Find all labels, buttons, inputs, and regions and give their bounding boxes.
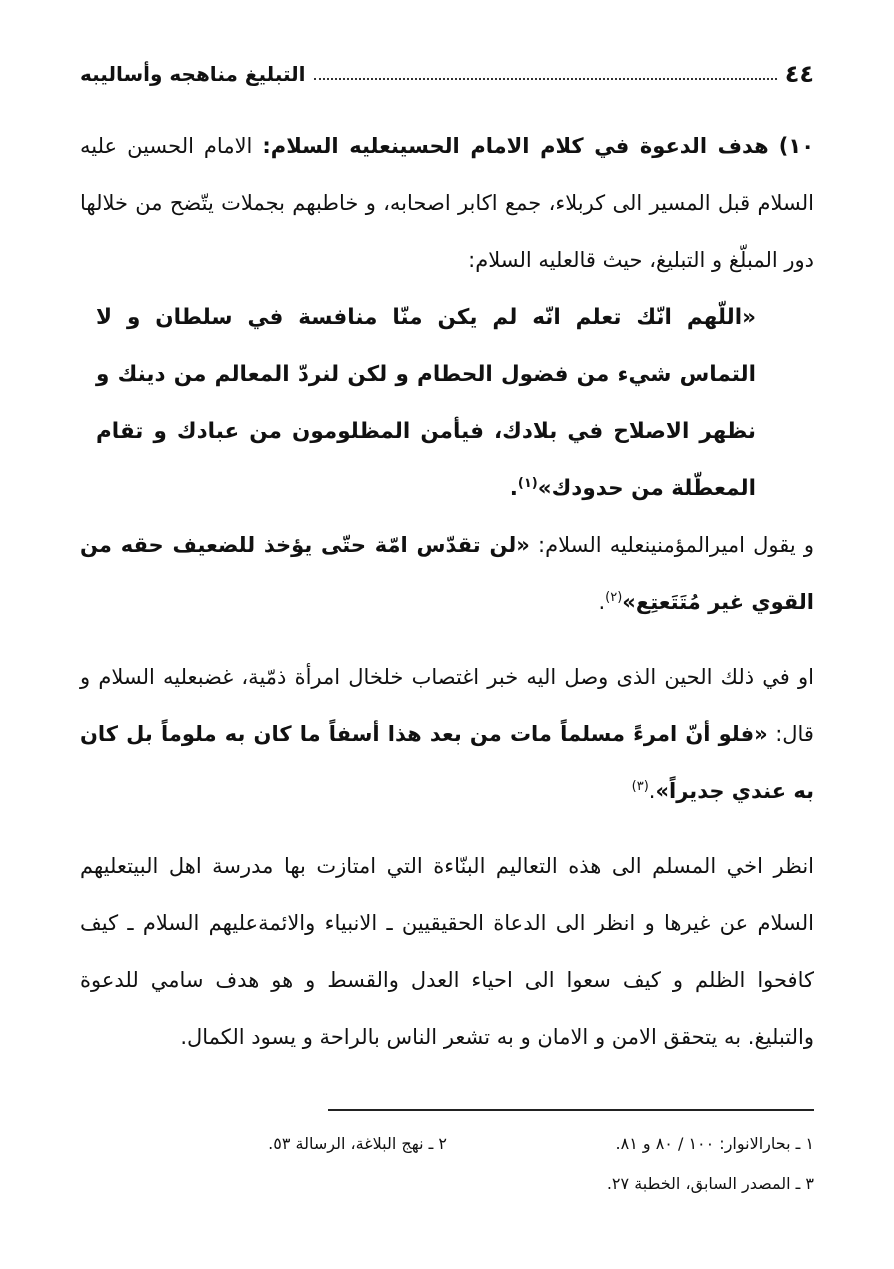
footnote-1: ١ ـ بحارالانوار: ١٠٠ / ٨٠ و ٨١.: [615, 1134, 814, 1153]
quote-anklet-lead: او في ذلك الحين الذى وصل اليه خبر اغتصاب خلخال امرأة ذمّية، غضبعليه السلام و قال:: [80, 665, 814, 746]
footnotes: [80, 1124, 814, 1204]
section-intro: الامام الحسين عليه السلام قبل المسير الى كربلاء، جمع اكابر اصحابه، و خاطبهم بجملات يتّضح من خلالها دور المبلّغ و التبليغ، حيث قالعليه السلام:: [80, 134, 814, 272]
section-heading: هدف الدعوة في كلام الامام الحسينعليه السلام:: [262, 134, 769, 158]
quote-hussain-end: .: [509, 476, 518, 501]
quote-anklet-paragraph: [80, 649, 814, 820]
quote-anklet-text: «فلو أنّ امرءً مسلماً مات من بعد هذا أسفاً ما كان به ملوماً بل كان به عندي جديراً»: [80, 722, 814, 803]
paragraph-gap: [80, 820, 814, 838]
quote-ali-lead: و يقول اميرالمؤمنينعليه السلام:: [538, 533, 815, 557]
quote-hussain-text: «اللّهم انّك تعلم انّه لم يكن منّا منافسة في سلطان و لا التماس شيء من فضول الحطام و لكن لنردّ المعالم من دينك و نظهر الاصلاح في بلادك، فيأمن المظلومون من عبادك و تقام المعطّلة من حدودك»: [96, 305, 756, 501]
footnote-row: [80, 1124, 814, 1164]
footnote-separator: [328, 1109, 814, 1111]
section-paragraph: [80, 118, 814, 289]
page-body: [80, 118, 814, 1066]
footnote-ref-3: (٣): [631, 779, 649, 794]
footnote-3: ٣ ـ المصدر السابق، الخطبة ٢٧.: [606, 1174, 814, 1193]
page-header: [80, 56, 814, 92]
quote-ali-end: .: [598, 590, 606, 614]
closing-paragraph: انظر اخي المسلم الى هذه التعاليم البنّاءة التي امتازت بها مدرسة اهل البيتعليهم السلام عن غيرها و انظر الى الدعاة الحقيقيين ـ الانبياء والائمةعليهم السلام ـ كيف كافحوا الظلم و كيف سعوا الى احياء العدل والقسط و هو هدف سامي للدعوة والتبليغ. به يتحقق الامن و الامان و به تشعر الناس بالراحة و يسود الكمال.: [80, 854, 814, 1049]
quote-ali-paragraph: [80, 517, 814, 631]
footnote-ref-1: (١): [517, 475, 538, 491]
quote-hussain: [80, 289, 814, 517]
quote-anklet-end: .: [648, 779, 656, 803]
paragraph-gap: [80, 631, 814, 649]
footnote-2: ٢ ـ نهج البلاغة، الرسالة ٥٣.: [268, 1134, 447, 1153]
footnote-row: [80, 1164, 814, 1204]
section-number: ١٠): [778, 134, 815, 158]
running-title: التبليغ مناهجه وأساليبه: [80, 62, 306, 86]
footnote-ref-2: (٢): [605, 590, 623, 605]
header-dotted-leader: [314, 78, 777, 80]
quote-ali-text: «لن تقدّس امّة حتّى يؤخذ للضعيف حقه من القوي غير مُتَتَعتِع»: [80, 533, 814, 614]
page-number: ٤٤: [784, 60, 814, 88]
